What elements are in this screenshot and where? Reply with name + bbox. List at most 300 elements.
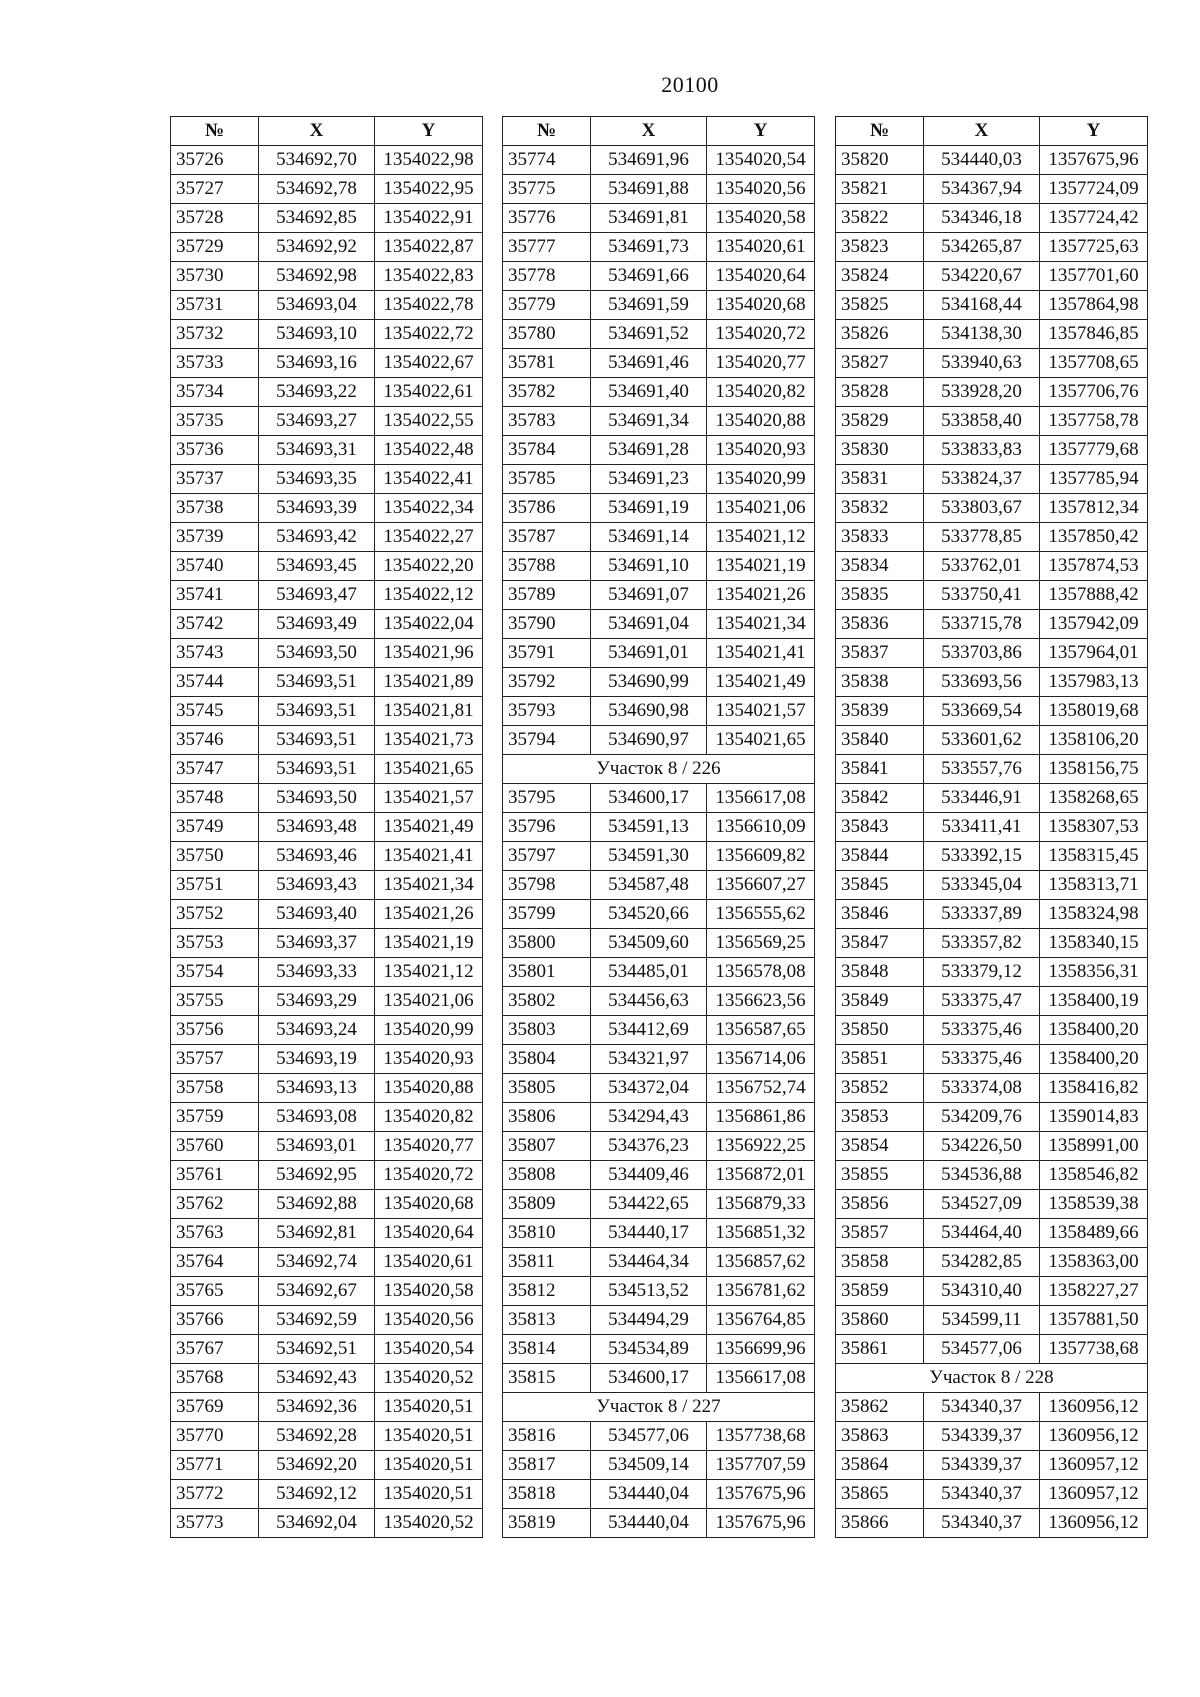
point-number: 35735	[171, 407, 259, 436]
table-row	[171, 204, 483, 233]
y-coordinate: 1357706,76	[1040, 378, 1148, 407]
table-row	[503, 436, 815, 465]
y-coordinate: 1356851,32	[707, 1219, 815, 1248]
table-row	[171, 1480, 483, 1509]
y-coordinate: 1354021,89	[375, 668, 483, 697]
y-coordinate: 1357785,94	[1040, 465, 1148, 494]
x-coordinate: 534693,24	[259, 1016, 375, 1045]
y-coordinate: 1356617,08	[707, 784, 815, 813]
y-coordinate: 1354020,68	[707, 291, 815, 320]
table-row	[503, 349, 815, 378]
x-coordinate: 534693,04	[259, 291, 375, 320]
table-row	[171, 842, 483, 871]
x-coordinate: 534693,51	[259, 726, 375, 755]
y-coordinate: 1360957,12	[1040, 1451, 1148, 1480]
x-coordinate: 534692,78	[259, 175, 375, 204]
x-coordinate: 534693,39	[259, 494, 375, 523]
point-number: 35739	[171, 523, 259, 552]
point-number: 35797	[503, 842, 591, 871]
table-row	[503, 1451, 815, 1480]
y-coordinate: 1356764,85	[707, 1306, 815, 1335]
y-coordinate: 1354021,57	[375, 784, 483, 813]
table-row	[836, 929, 1148, 958]
table-row	[503, 146, 815, 175]
y-coordinate: 1358489,66	[1040, 1219, 1148, 1248]
y-coordinate: 1356879,33	[707, 1190, 815, 1219]
header-x: X	[591, 117, 707, 146]
y-coordinate: 1360957,12	[1040, 1480, 1148, 1509]
x-coordinate: 534265,87	[924, 233, 1040, 262]
point-number: 35747	[171, 755, 259, 784]
y-coordinate: 1354022,87	[375, 233, 483, 262]
table-row	[503, 407, 815, 436]
y-coordinate: 1354020,88	[375, 1074, 483, 1103]
y-coordinate: 1356752,74	[707, 1074, 815, 1103]
x-coordinate: 534691,07	[591, 581, 707, 610]
table-header-row	[171, 117, 483, 146]
point-number: 35801	[503, 958, 591, 987]
y-coordinate: 1354022,78	[375, 291, 483, 320]
x-coordinate: 534372,04	[591, 1074, 707, 1103]
point-number: 35742	[171, 610, 259, 639]
table-row	[836, 987, 1148, 1016]
table-row	[836, 581, 1148, 610]
table-row	[171, 523, 483, 552]
x-coordinate: 533557,76	[924, 755, 1040, 784]
y-coordinate: 1354022,41	[375, 465, 483, 494]
table-row	[171, 1306, 483, 1335]
coordinates-table-2	[502, 116, 815, 1538]
x-coordinate: 534693,08	[259, 1103, 375, 1132]
y-coordinate: 1354021,34	[375, 871, 483, 900]
x-coordinate: 534294,43	[591, 1103, 707, 1132]
x-coordinate: 533379,12	[924, 958, 1040, 987]
point-number: 35779	[503, 291, 591, 320]
y-coordinate: 1354022,34	[375, 494, 483, 523]
x-coordinate: 534692,59	[259, 1306, 375, 1335]
point-number: 35850	[836, 1016, 924, 1045]
point-number: 35748	[171, 784, 259, 813]
table-row	[503, 1016, 815, 1045]
point-number: 35746	[171, 726, 259, 755]
point-number: 35827	[836, 349, 924, 378]
x-coordinate: 534691,66	[591, 262, 707, 291]
x-coordinate: 533715,78	[924, 610, 1040, 639]
table-row	[503, 1277, 815, 1306]
y-coordinate: 1360956,12	[1040, 1422, 1148, 1451]
point-number: 35821	[836, 175, 924, 204]
table-row	[503, 581, 815, 610]
table-row	[836, 1509, 1148, 1538]
x-coordinate: 534440,04	[591, 1480, 707, 1509]
table-row	[171, 1103, 483, 1132]
x-coordinate: 533357,82	[924, 929, 1040, 958]
x-coordinate: 534485,01	[591, 958, 707, 987]
table-row	[836, 871, 1148, 900]
point-number: 35771	[171, 1451, 259, 1480]
y-coordinate: 1354020,52	[375, 1364, 483, 1393]
x-coordinate: 534692,70	[259, 146, 375, 175]
y-coordinate: 1357983,13	[1040, 668, 1148, 697]
table-row	[503, 813, 815, 842]
table-row	[503, 1248, 815, 1277]
point-number: 35762	[171, 1190, 259, 1219]
x-coordinate: 534600,17	[591, 1364, 707, 1393]
y-coordinate: 1357708,65	[1040, 349, 1148, 378]
x-coordinate: 534691,34	[591, 407, 707, 436]
x-coordinate: 534692,12	[259, 1480, 375, 1509]
y-coordinate: 1354020,51	[375, 1480, 483, 1509]
table-row	[171, 697, 483, 726]
y-coordinate: 1356610,09	[707, 813, 815, 842]
table-row	[503, 1480, 815, 1509]
x-coordinate: 534691,59	[591, 291, 707, 320]
point-number: 35807	[503, 1132, 591, 1161]
point-number: 35808	[503, 1161, 591, 1190]
point-number: 35791	[503, 639, 591, 668]
y-coordinate: 1354022,48	[375, 436, 483, 465]
point-number: 35825	[836, 291, 924, 320]
y-coordinate: 1354022,20	[375, 552, 483, 581]
point-number: 35792	[503, 668, 591, 697]
y-coordinate: 1357738,68	[707, 1422, 815, 1451]
table-row	[171, 1074, 483, 1103]
table-row	[171, 1451, 483, 1480]
table-row	[171, 581, 483, 610]
x-coordinate: 534494,29	[591, 1306, 707, 1335]
y-coordinate: 1354021,49	[375, 813, 483, 842]
table-row	[503, 1509, 815, 1538]
point-number: 35810	[503, 1219, 591, 1248]
y-coordinate: 1354022,72	[375, 320, 483, 349]
table-row	[836, 552, 1148, 581]
point-number: 35782	[503, 378, 591, 407]
point-number: 35745	[171, 697, 259, 726]
coordinates-table-1	[170, 116, 483, 1538]
y-coordinate: 1358356,31	[1040, 958, 1148, 987]
y-coordinate: 1354020,72	[375, 1161, 483, 1190]
table-row	[503, 1074, 815, 1103]
point-number: 35822	[836, 204, 924, 233]
x-coordinate: 533778,85	[924, 523, 1040, 552]
table-row	[503, 1422, 815, 1451]
y-coordinate: 1358106,20	[1040, 726, 1148, 755]
x-coordinate: 534692,43	[259, 1364, 375, 1393]
page-number: 20100	[661, 72, 719, 97]
x-coordinate: 534693,19	[259, 1045, 375, 1074]
y-coordinate: 1357812,34	[1040, 494, 1148, 523]
x-coordinate: 534693,31	[259, 436, 375, 465]
x-coordinate: 533824,37	[924, 465, 1040, 494]
table-row	[503, 900, 815, 929]
point-number: 35732	[171, 320, 259, 349]
y-coordinate: 1354021,49	[707, 668, 815, 697]
table-row	[503, 233, 815, 262]
x-coordinate: 534692,04	[259, 1509, 375, 1538]
point-number: 35773	[171, 1509, 259, 1538]
x-coordinate: 534464,40	[924, 1219, 1040, 1248]
x-coordinate: 534587,48	[591, 871, 707, 900]
point-number: 35804	[503, 1045, 591, 1074]
x-coordinate: 534692,81	[259, 1219, 375, 1248]
x-coordinate: 534577,06	[924, 1335, 1040, 1364]
x-coordinate: 534693,01	[259, 1132, 375, 1161]
y-coordinate: 1354020,58	[375, 1277, 483, 1306]
table-row	[503, 871, 815, 900]
y-coordinate: 1354020,93	[707, 436, 815, 465]
x-coordinate: 534340,37	[924, 1480, 1040, 1509]
y-coordinate: 1354022,12	[375, 581, 483, 610]
table-row	[836, 1422, 1148, 1451]
y-coordinate: 1354020,88	[707, 407, 815, 436]
table-row	[836, 1103, 1148, 1132]
y-coordinate: 1358546,82	[1040, 1161, 1148, 1190]
point-number: 35761	[171, 1161, 259, 1190]
y-coordinate: 1354022,27	[375, 523, 483, 552]
table-row	[836, 726, 1148, 755]
y-coordinate: 1354021,41	[707, 639, 815, 668]
x-coordinate: 534691,14	[591, 523, 707, 552]
y-coordinate: 1358227,27	[1040, 1277, 1148, 1306]
y-coordinate: 1356714,06	[707, 1045, 815, 1074]
table-row	[171, 436, 483, 465]
table-row	[503, 929, 815, 958]
point-number: 35799	[503, 900, 591, 929]
point-number: 35736	[171, 436, 259, 465]
point-number: 35802	[503, 987, 591, 1016]
point-number: 35856	[836, 1190, 924, 1219]
table-row	[171, 871, 483, 900]
y-coordinate: 1357758,78	[1040, 407, 1148, 436]
x-coordinate: 533762,01	[924, 552, 1040, 581]
point-number: 35815	[503, 1364, 591, 1393]
table-row	[836, 1161, 1148, 1190]
x-coordinate: 534692,92	[259, 233, 375, 262]
x-coordinate: 534536,88	[924, 1161, 1040, 1190]
y-coordinate: 1357881,50	[1040, 1306, 1148, 1335]
point-number: 35816	[503, 1422, 591, 1451]
y-coordinate: 1354021,06	[375, 987, 483, 1016]
point-number: 35780	[503, 320, 591, 349]
point-number: 35826	[836, 320, 924, 349]
point-number: 35806	[503, 1103, 591, 1132]
point-number: 35841	[836, 755, 924, 784]
y-coordinate: 1354021,73	[375, 726, 483, 755]
x-coordinate: 534693,47	[259, 581, 375, 610]
y-coordinate: 1358156,75	[1040, 755, 1148, 784]
table-row	[836, 1480, 1148, 1509]
table-row	[171, 610, 483, 639]
x-coordinate: 533411,41	[924, 813, 1040, 842]
x-coordinate: 534409,46	[591, 1161, 707, 1190]
point-number: 35769	[171, 1393, 259, 1422]
point-number: 35848	[836, 958, 924, 987]
point-number: 35813	[503, 1306, 591, 1335]
section-row	[836, 1364, 1148, 1393]
x-coordinate: 534527,09	[924, 1190, 1040, 1219]
table-row	[171, 1277, 483, 1306]
y-coordinate: 1354020,64	[375, 1219, 483, 1248]
point-number: 35855	[836, 1161, 924, 1190]
y-coordinate: 1354020,51	[375, 1393, 483, 1422]
point-number: 35859	[836, 1277, 924, 1306]
point-number: 35833	[836, 523, 924, 552]
x-coordinate: 533374,08	[924, 1074, 1040, 1103]
x-coordinate: 534693,43	[259, 871, 375, 900]
table-row	[836, 233, 1148, 262]
table-row	[836, 407, 1148, 436]
header-x: X	[259, 117, 375, 146]
point-number: 35814	[503, 1335, 591, 1364]
point-number: 35866	[836, 1509, 924, 1538]
x-coordinate: 534690,99	[591, 668, 707, 697]
x-coordinate: 534692,28	[259, 1422, 375, 1451]
y-coordinate: 1354022,91	[375, 204, 483, 233]
x-coordinate: 534691,01	[591, 639, 707, 668]
table-header-row	[836, 117, 1148, 146]
x-coordinate: 534691,04	[591, 610, 707, 639]
point-number: 35765	[171, 1277, 259, 1306]
x-coordinate: 534692,67	[259, 1277, 375, 1306]
table-row	[171, 175, 483, 204]
x-coordinate: 534692,74	[259, 1248, 375, 1277]
point-number: 35767	[171, 1335, 259, 1364]
point-number: 35823	[836, 233, 924, 262]
y-coordinate: 1354020,51	[375, 1422, 483, 1451]
table-row	[503, 987, 815, 1016]
x-coordinate: 533833,83	[924, 436, 1040, 465]
x-coordinate: 534138,30	[924, 320, 1040, 349]
table-row	[503, 784, 815, 813]
x-coordinate: 534691,19	[591, 494, 707, 523]
y-coordinate: 1357724,42	[1040, 204, 1148, 233]
table-row	[171, 1161, 483, 1190]
table-row	[836, 668, 1148, 697]
table-row	[503, 1335, 815, 1364]
x-coordinate: 534693,51	[259, 697, 375, 726]
x-coordinate: 533446,91	[924, 784, 1040, 813]
point-number: 35752	[171, 900, 259, 929]
x-coordinate: 534693,33	[259, 958, 375, 987]
point-number: 35857	[836, 1219, 924, 1248]
point-number: 35783	[503, 407, 591, 436]
table-row	[171, 1016, 483, 1045]
y-coordinate: 1357707,59	[707, 1451, 815, 1480]
table-row	[503, 175, 815, 204]
point-number: 35835	[836, 581, 924, 610]
x-coordinate: 533375,47	[924, 987, 1040, 1016]
x-coordinate: 534339,37	[924, 1451, 1040, 1480]
x-coordinate: 534209,76	[924, 1103, 1040, 1132]
table-row	[171, 987, 483, 1016]
point-number: 35785	[503, 465, 591, 494]
x-coordinate: 533858,40	[924, 407, 1040, 436]
table-row	[171, 755, 483, 784]
x-coordinate: 534691,52	[591, 320, 707, 349]
point-number: 35793	[503, 697, 591, 726]
x-coordinate: 534691,96	[591, 146, 707, 175]
x-coordinate: 534509,60	[591, 929, 707, 958]
table-row	[171, 1132, 483, 1161]
point-number: 35851	[836, 1045, 924, 1074]
header-y: Y	[1040, 117, 1148, 146]
table-row	[836, 465, 1148, 494]
table-row	[836, 1190, 1148, 1219]
y-coordinate: 1358019,68	[1040, 697, 1148, 726]
point-number: 35860	[836, 1306, 924, 1335]
x-coordinate: 534346,18	[924, 204, 1040, 233]
table-row	[503, 1161, 815, 1190]
x-coordinate: 534422,65	[591, 1190, 707, 1219]
point-number: 35837	[836, 639, 924, 668]
y-coordinate: 1354022,61	[375, 378, 483, 407]
x-coordinate: 534693,22	[259, 378, 375, 407]
y-coordinate: 1354022,04	[375, 610, 483, 639]
point-number: 35730	[171, 262, 259, 291]
x-coordinate: 534693,16	[259, 349, 375, 378]
x-coordinate: 534600,17	[591, 784, 707, 813]
point-number: 35820	[836, 146, 924, 175]
point-number: 35811	[503, 1248, 591, 1277]
x-coordinate: 534693,40	[259, 900, 375, 929]
y-coordinate: 1354020,93	[375, 1045, 483, 1074]
table-row	[171, 1422, 483, 1451]
section-label: Участок 8 / 228	[836, 1364, 1148, 1393]
y-coordinate: 1358539,38	[1040, 1190, 1148, 1219]
table-row	[503, 262, 815, 291]
y-coordinate: 1354020,82	[375, 1103, 483, 1132]
table-row	[503, 639, 815, 668]
x-coordinate: 533750,41	[924, 581, 1040, 610]
coordinates-table-3	[835, 116, 1148, 1538]
point-number: 35755	[171, 987, 259, 1016]
y-coordinate: 1357779,68	[1040, 436, 1148, 465]
point-number: 35843	[836, 813, 924, 842]
x-coordinate: 534440,03	[924, 146, 1040, 175]
point-number: 35734	[171, 378, 259, 407]
x-coordinate: 533703,86	[924, 639, 1040, 668]
table-row	[171, 1509, 483, 1538]
point-number: 35738	[171, 494, 259, 523]
x-coordinate: 534440,04	[591, 1509, 707, 1538]
y-coordinate: 1354020,61	[375, 1248, 483, 1277]
table-row	[171, 1393, 483, 1422]
y-coordinate: 1357888,42	[1040, 581, 1148, 610]
y-coordinate: 1357738,68	[1040, 1335, 1148, 1364]
y-coordinate: 1354020,52	[375, 1509, 483, 1538]
table-row	[503, 1190, 815, 1219]
y-coordinate: 1358991,00	[1040, 1132, 1148, 1161]
table-row	[836, 320, 1148, 349]
point-number: 35798	[503, 871, 591, 900]
point-number: 35756	[171, 1016, 259, 1045]
point-number: 35749	[171, 813, 259, 842]
point-number: 35803	[503, 1016, 591, 1045]
point-number: 35778	[503, 262, 591, 291]
table-row	[503, 958, 815, 987]
point-number: 35786	[503, 494, 591, 523]
point-number: 35787	[503, 523, 591, 552]
y-coordinate: 1356623,56	[707, 987, 815, 1016]
y-coordinate: 1354021,26	[707, 581, 815, 610]
x-coordinate: 534577,06	[591, 1422, 707, 1451]
x-coordinate: 534513,52	[591, 1277, 707, 1306]
y-coordinate: 1359014,83	[1040, 1103, 1148, 1132]
point-number: 35772	[171, 1480, 259, 1509]
table-row	[503, 668, 815, 697]
table-row	[171, 668, 483, 697]
y-coordinate: 1354020,68	[375, 1190, 483, 1219]
